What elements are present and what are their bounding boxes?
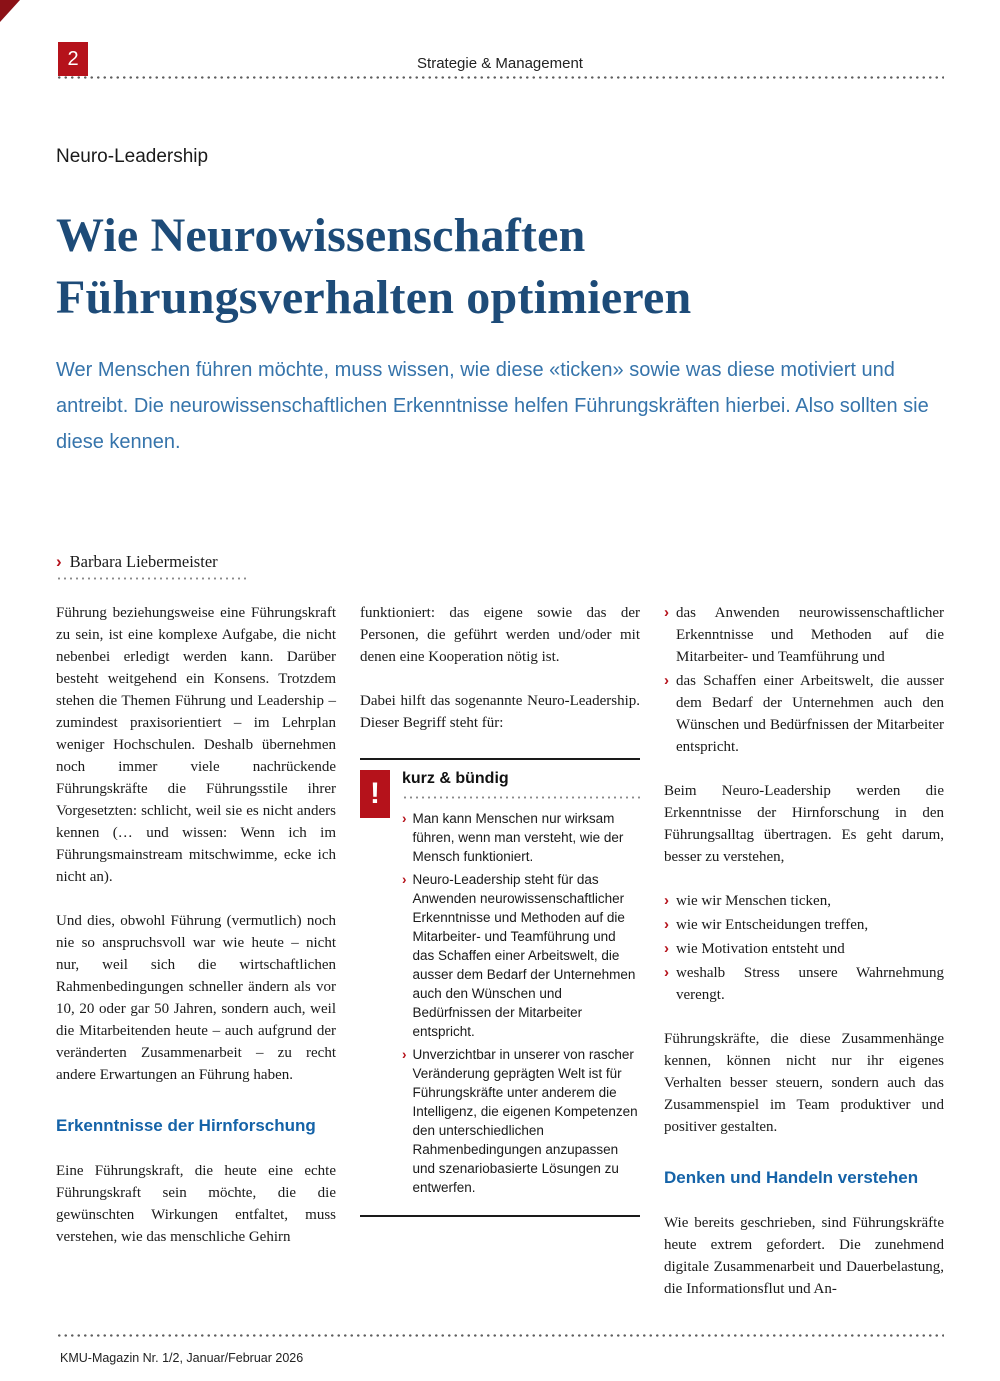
article-body <box>56 602 944 1300</box>
chevron-icon: › <box>402 811 407 826</box>
footer-divider <box>56 1334 944 1337</box>
infobox-title-divider <box>402 796 640 799</box>
column-1 <box>56 602 336 1300</box>
footer-imprint: KMU-Magazin Nr. 1/2, Januar/Februar 2026 <box>60 1351 304 1365</box>
bullet-list-mid <box>664 890 944 1006</box>
bullet-item <box>664 602 944 668</box>
author-line <box>56 552 246 580</box>
bullet-text: das Schaffen einer Arbeitswelt, die ausser dem Bedarf der Unternehmen auch den Wünschen und Bedürfnissen der Mitarbeiter entspricht. <box>676 673 944 755</box>
chevron-icon: › <box>664 604 669 621</box>
chevron-icon: › <box>664 940 669 957</box>
column-3 <box>664 602 944 1300</box>
paragraph: Dabei hilft das sogenannte Neuro-Leadership. Dieser Begriff steht für: <box>360 693 640 731</box>
page-number: 2 <box>67 47 79 70</box>
bullet-item <box>664 962 944 1006</box>
infobox-list-item <box>402 1045 640 1197</box>
paragraph: Eine Führungskraft, die heute eine echte Führungskraft sein möchte, die die gewünschten Wirkungen entfaltet, muss verstehen, wie das menschliche Gehirn <box>56 1163 336 1245</box>
infobox-item-text: Neuro-Leadership steht für das Anwenden neurowissenschaftlicher Erkenntnisse und Methoden auf die Mitarbeiter- und Teamführung und das Schaffen einer Arbeitswelt, die ausser dem Bedarf der Unternehmen auch den Wünschen und Bedürfnissen der Mitarbeiter entspricht. <box>412 872 636 1039</box>
infobox-kurz-und-buendig <box>360 758 640 1217</box>
exclamation-glyph: ! <box>370 777 380 810</box>
exclamation-icon <box>360 770 390 818</box>
title-line-2: Führungsverhalten optimieren <box>56 271 692 324</box>
chevron-icon: › <box>56 552 62 571</box>
paragraph: Führungskräfte, die diese Zusammenhänge kennen, können nicht nur ihr eigenes Verhalten besser steuern, sondern auch das Zusammenspiel im Team produktiver und positiver gestalten. <box>664 1031 944 1135</box>
author-divider <box>56 577 246 580</box>
article-lead: Wer Menschen führen möchte, muss wissen, wie diese «ticken» sowie was diese motiviert und antreibt. Die neurowissenschaftlichen Erkenntnisse helfen Führungskräften hierbei. Also sollten sie diese kennen. <box>56 359 929 453</box>
infobox-item-text: Unverzichtbar in unserer von rascher Veränderung geprägten Welt ist für Führungskräfte unter anderem die Intelligenz, die eigenen Kompetenzen den unterschiedlichen Rahmenbedingungen anzupassen und szenariobasierte Lösungen zu entwerfen. <box>412 1047 638 1195</box>
chevron-icon: › <box>664 964 669 981</box>
header-divider <box>56 76 944 79</box>
chevron-icon: › <box>664 672 669 689</box>
article-kicker: Neuro-Leadership <box>56 146 209 167</box>
chevron-icon: › <box>664 892 669 909</box>
bullet-item <box>664 890 944 912</box>
bullet-text: weshalb Stress unsere Wahrnehmung verengt. <box>676 965 944 1003</box>
paragraph: Wie bereits geschrieben, sind Führungskräfte heute extrem gefordert. Die zunehmend digitale Zusammenarbeit und Dauerbelastung, die Informationsflut und An- <box>664 1215 944 1297</box>
subheading-denken-handeln: Denken und Handeln verstehen <box>664 1168 919 1187</box>
bullet-text: wie Motivation entsteht und <box>676 941 845 957</box>
author-name: Barbara Liebermeister <box>69 552 218 571</box>
bullet-text: wie wir Menschen ticken, <box>676 893 831 909</box>
article-title <box>56 205 956 329</box>
bullet-item <box>664 670 944 758</box>
paragraph: Und dies, obwohl Führung (vermutlich) noch nie so anspruchsvoll war wie heute – nicht nur, weil sich die wirtschaftlichen Rahmenbedingungen schneller ändern als vor 10, 20 oder gar 50 Jahren, sondern auch, weil die Mitarbeitenden heute – auch aufgrund der veränderten Zusammenarbeit – zu recht andere Erwartungen an Führung haben. <box>56 913 336 1083</box>
bullet-item <box>664 914 944 936</box>
section-title: Strategie & Management <box>417 55 583 72</box>
chevron-icon: › <box>664 916 669 933</box>
paragraph: funktioniert: das eigene sowie das der Personen, die geführt werden und/oder mit denen eine Kooperation nötig ist. <box>360 605 640 665</box>
bullet-list-top <box>664 602 944 758</box>
infobox-list-item <box>402 809 640 866</box>
infobox-list-item <box>402 870 640 1041</box>
infobox-item-text: Man kann Menschen nur wirksam führen, wenn man versteht, wie der Mensch funktioniert. <box>412 811 624 864</box>
chevron-icon: › <box>402 872 407 887</box>
corner-mark <box>0 0 20 22</box>
paragraph: Beim Neuro-Leadership werden die Erkenntnisse der Hirnforschung in den Führungsalltag übertragen. Es geht darum, besser zu verstehen, <box>664 783 944 865</box>
column-2 <box>360 602 640 1300</box>
title-line-1: Wie Neurowissenschaften <box>56 209 586 262</box>
chevron-icon: › <box>402 1047 407 1062</box>
paragraph: Führung beziehungsweise eine Führungskraft zu sein, ist eine komplexe Aufgabe, die nicht nebenbei erledigt werden kann. Darüber besteht weitgehend ein Konsens. Trotzdem stehen die Themen Führung und Leadership – zumindest praxisorientiert – im Lehrplan weniger Hochschulen. Deshalb übernehmen noch immer viele nachrückende Führungskräfte die Führungsstile ihrer Vorgesetzten: schlicht, weil sie es nicht anders kennen (… und wissen: Wenn ich im Führungsmainstream mitschwimme, ecke ich nicht an). <box>56 605 336 885</box>
bullet-text: das Anwenden neurowissenschaftlicher Erkenntnisse und Methoden auf die Mitarbeiter- und Teamführung und <box>676 605 944 665</box>
subheading-hirnforschung: Erkenntnisse der Hirnforschung <box>56 1116 316 1135</box>
bullet-item <box>664 938 944 960</box>
infobox-title: kurz & bündig <box>402 770 509 787</box>
infobox-list <box>402 809 640 1197</box>
bullet-text: wie wir Entscheidungen treffen, <box>676 917 869 933</box>
